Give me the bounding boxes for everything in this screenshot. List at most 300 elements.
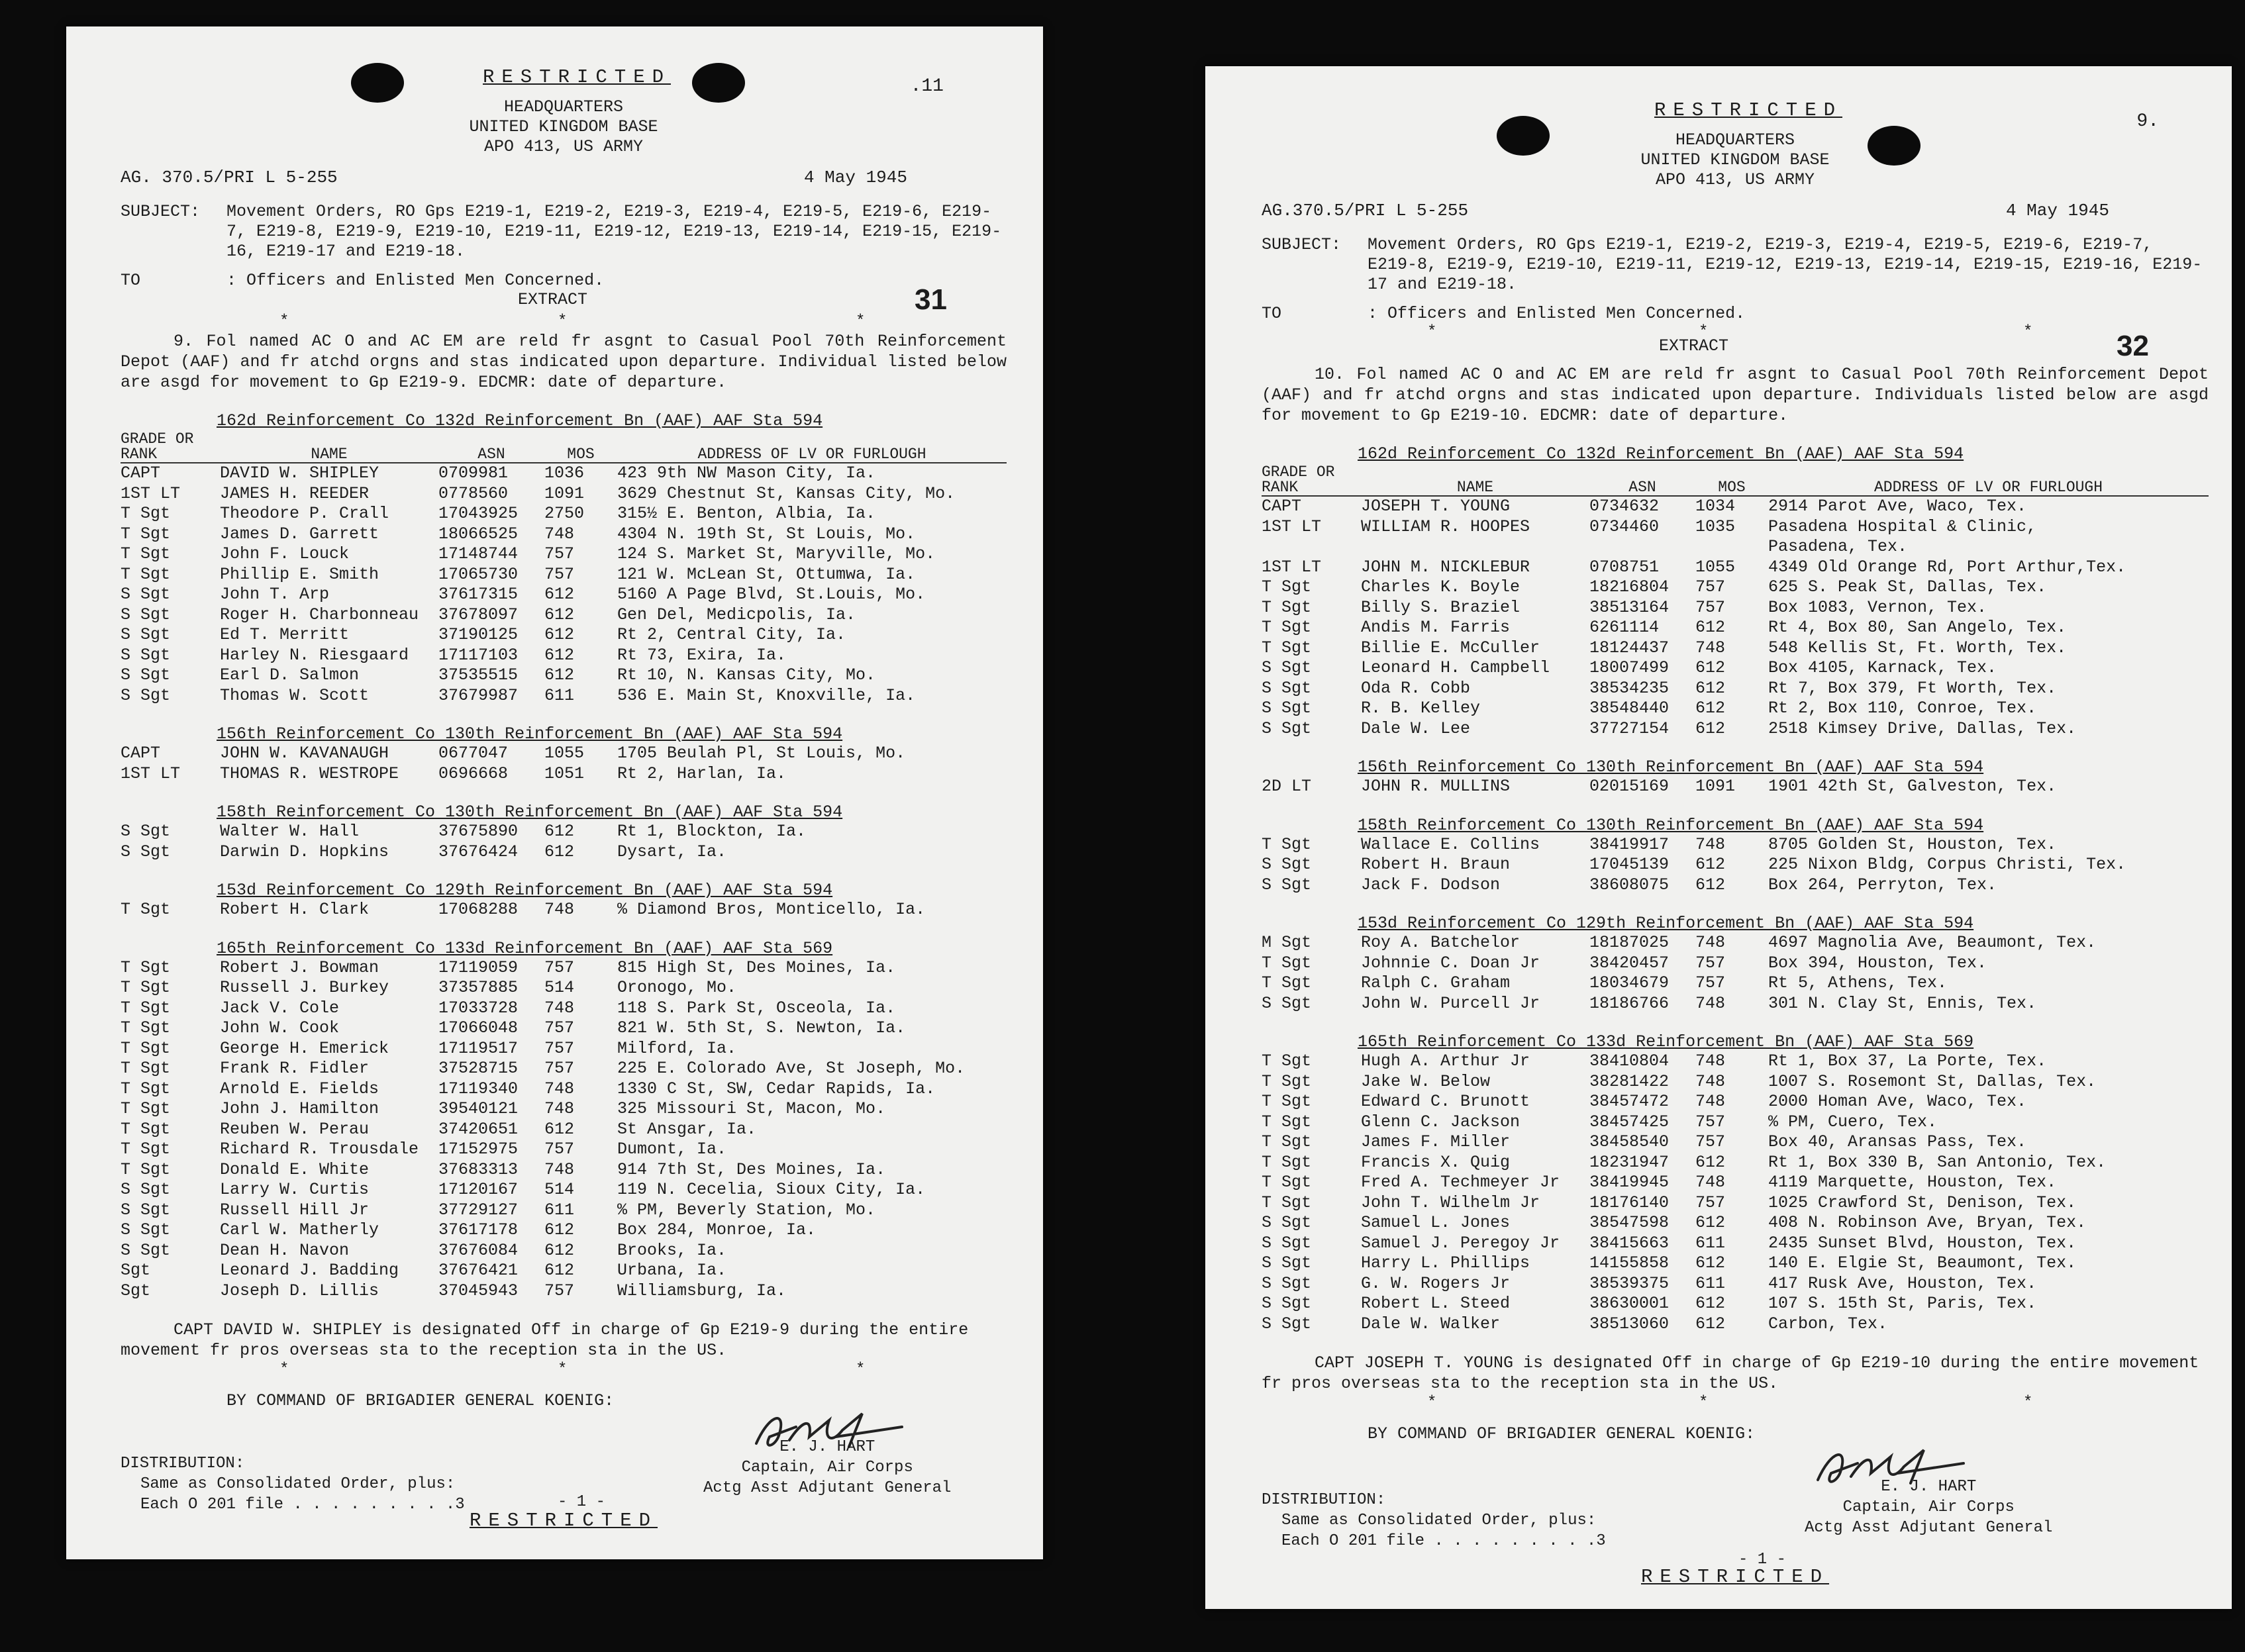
- mos-cell: 1091: [544, 483, 585, 503]
- extract-stars: [1262, 1394, 2209, 1412]
- grade-header: GRADE OR RANK: [1262, 465, 1361, 497]
- address-cell: 423 9th NW Mason City, Ia.: [617, 463, 876, 483]
- name-cell: Richard R. Trousdale: [220, 1140, 419, 1159]
- table-row: [1262, 835, 2209, 855]
- address-cell: Rt 2, Harlan, Ia.: [617, 763, 787, 783]
- order-paragraph: 9. Fol named AC O and AC EM are reld fr asgnt to Casual Pool 70th Reinforcement Depot (AAF) and fr atchd orgns and stas indicated upon departure. Individual listed below are asgd for movement to Gp E219-9. EDCMR: date of departure.: [121, 332, 1007, 392]
- address-cell: % PM, Cuero, Tex.: [1768, 1112, 1938, 1132]
- unit-section: [1262, 444, 2209, 739]
- asn-cell: 39540121: [438, 1099, 519, 1118]
- command-line: BY COMMAND OF BRIGADIER GENERAL KOENIG:: [226, 1391, 615, 1410]
- asn-cell: 38415663: [1589, 1233, 1670, 1253]
- signature-text: [703, 1437, 951, 1498]
- name-cell: Glenn C. Jackson: [1361, 1112, 1521, 1132]
- asn-cell: 37617315: [438, 585, 519, 604]
- table-row: [1262, 1051, 2209, 1072]
- name-cell: Arnold E. Fields: [220, 1079, 379, 1098]
- rank-cell: S Sgt: [121, 665, 171, 685]
- rank-cell: T Sgt: [1262, 597, 1312, 617]
- star-mark: *: [558, 1361, 568, 1379]
- extract-stars: [1262, 323, 2209, 341]
- address-cell: 3629 Chestnut St, Kansas City, Mo.: [617, 483, 956, 503]
- address-cell: 301 N. Clay St, Ennis, Tex.: [1768, 993, 2037, 1013]
- address-cell: 315½ E. Benton, Albia, Ia.: [617, 504, 876, 523]
- rank-cell: T Sgt: [121, 978, 171, 997]
- table-row: [1262, 497, 2209, 517]
- asn-cell: 38457425: [1589, 1112, 1670, 1132]
- table-row: [121, 625, 1007, 646]
- mos-cell: 748: [1695, 933, 1726, 952]
- table-row: [121, 1180, 1007, 1200]
- table-row: [1262, 558, 2209, 578]
- mos-cell: 612: [544, 625, 575, 644]
- asn-cell: 38457472: [1589, 1092, 1670, 1111]
- rank-cell: T Sgt: [1262, 1173, 1312, 1192]
- mos-cell: 748: [1695, 638, 1726, 657]
- name-cell: Robert H. Clark: [220, 900, 370, 919]
- table-row: [121, 1200, 1007, 1221]
- address-cell: Williamsburg, Ia.: [617, 1281, 787, 1300]
- mos-cell: 612: [1695, 875, 1726, 895]
- table-row: [1262, 1213, 2209, 1234]
- address-cell: Box 264, Perryton, Tex.: [1768, 875, 1997, 895]
- address-cell: Milford, Ia.: [617, 1038, 737, 1058]
- mos-cell: 748: [544, 998, 575, 1018]
- name-cell: Wallace E. Collins: [1361, 834, 1540, 854]
- table-row: [121, 1018, 1007, 1039]
- rank-cell: CAPT: [1262, 497, 1302, 516]
- name-cell: Phillip E. Smith: [220, 564, 379, 584]
- asn-cell: 37420651: [438, 1119, 519, 1139]
- table-row: [121, 544, 1007, 565]
- asn-cell: 37535515: [438, 665, 519, 685]
- address-cell: 4349 Old Orange Rd, Port Arthur,Tex.: [1768, 557, 2126, 577]
- table-row: [121, 1039, 1007, 1059]
- asn-cell: 18066525: [438, 524, 519, 544]
- asn-cell: 38630001: [1589, 1294, 1670, 1313]
- table-row: [121, 1079, 1007, 1100]
- name-cell: Joseph D. Lillis: [220, 1281, 379, 1300]
- mos-cell: 612: [1695, 1213, 1726, 1232]
- document-date: 4 May 1945: [803, 168, 907, 187]
- asn-cell: 38539375: [1589, 1273, 1670, 1293]
- rank-cell: T Sgt: [121, 1038, 171, 1058]
- table-row: [1262, 638, 2209, 659]
- mos-header: MOS: [1695, 480, 1768, 497]
- rank-cell: S Sgt: [1262, 1314, 1312, 1334]
- mos-cell: 612: [544, 645, 575, 665]
- address-cell: 118 S. Park St, Osceola, Ia.: [617, 998, 896, 1018]
- mos-cell: 612: [544, 1240, 575, 1260]
- name-cell: John W. Purcell Jr: [1361, 993, 1540, 1013]
- table-row: [121, 524, 1007, 545]
- restricted-footer: RESTRICTED: [1640, 1566, 1830, 1588]
- signature-line: Captain, Air Corps: [741, 1459, 913, 1477]
- name-cell: Robert L. Steed: [1361, 1294, 1511, 1313]
- name-cell: Harry L. Phillips: [1361, 1253, 1530, 1273]
- mos-cell: 757: [1695, 1112, 1726, 1132]
- table-row: [1262, 855, 2209, 875]
- extract-row: [121, 283, 1007, 316]
- address-cell: Pasadena, Tex.: [1768, 537, 1908, 556]
- signature-line: Actg Asst Adjutant General: [703, 1479, 952, 1497]
- rank-cell: T Sgt: [1262, 953, 1312, 973]
- mos-cell: 1036: [544, 463, 585, 483]
- rank-cell: S Sgt: [1262, 658, 1312, 677]
- name-cell: Frank R. Fidler: [220, 1059, 370, 1078]
- address-cell: 815 High St, Des Moines, Ia.: [617, 957, 896, 977]
- rank-cell: T Sgt: [121, 998, 171, 1018]
- asn-cell: 38281422: [1589, 1071, 1670, 1091]
- name-cell: Samuel L. Jones: [1361, 1213, 1511, 1232]
- name-cell: Jake W. Below: [1361, 1071, 1491, 1091]
- address-cell: Rt 1, Blockton, Ia.: [617, 822, 807, 841]
- name-header: NAME: [1361, 480, 1589, 497]
- mos-cell: 757: [1695, 597, 1726, 617]
- asn-cell: 6261114: [1589, 618, 1660, 637]
- unit-section: [1262, 914, 2209, 1014]
- rank-cell: T Sgt: [1262, 973, 1312, 993]
- table-row: [1262, 1173, 2209, 1193]
- asn-cell: 18176140: [1589, 1192, 1670, 1212]
- name-cell: Fred A. Techmeyer Jr: [1361, 1173, 1560, 1192]
- rank-cell: S Sgt: [1262, 718, 1312, 738]
- asn-cell: 37617178: [438, 1220, 519, 1239]
- star-mark: *: [1699, 323, 1709, 341]
- distribution-line: Same as Consolidated Order, plus:: [1281, 1512, 1597, 1530]
- name-cell: Edward C. Brunott: [1361, 1092, 1530, 1111]
- table-row: [1262, 577, 2209, 598]
- name-cell: John T. Wilhelm Jr: [1361, 1192, 1540, 1212]
- address-cell: Box 1083, Vernon, Tex.: [1768, 597, 1987, 617]
- asn-cell: 17045139: [1589, 855, 1670, 874]
- rank-cell: 2D LT: [1262, 777, 1312, 796]
- asn-cell: 38419917: [1589, 834, 1670, 854]
- mos-cell: 612: [544, 842, 575, 861]
- mos-cell: 612: [544, 665, 575, 685]
- headquarters-line: APO 413, US ARMY: [1655, 170, 1815, 189]
- address-cell: 8705 Golden St, Houston, Tex.: [1768, 834, 2057, 854]
- table-row: [121, 504, 1007, 524]
- table-row: [121, 484, 1007, 505]
- asn-cell: 17120167: [438, 1180, 519, 1199]
- table-row: [121, 900, 1007, 920]
- mos-cell: 757: [544, 1038, 575, 1058]
- table-row: [121, 1140, 1007, 1160]
- name-cell: WILLIAM R. HOOPES: [1361, 516, 1530, 536]
- file-reference: AG. 370.5/PRI L 5-255: [121, 168, 338, 187]
- address-cell: % PM, Beverly Station, Mo.: [617, 1200, 876, 1220]
- asn-cell: 0696668: [438, 763, 509, 783]
- name-cell: Leonard H. Campbell: [1361, 658, 1550, 677]
- mos-cell: 757: [544, 1281, 575, 1300]
- page-marker: - 1 -: [558, 1493, 606, 1511]
- rank-cell: T Sgt: [1262, 1071, 1312, 1091]
- name-cell: Samuel J. Peregoy Jr: [1361, 1233, 1560, 1253]
- to-label: TO: [121, 271, 141, 290]
- name-cell: Walter W. Hall: [220, 822, 360, 841]
- mos-cell: 748: [1695, 1173, 1726, 1192]
- subject-block: [1262, 235, 2209, 295]
- rank-cell: S Sgt: [1262, 855, 1312, 874]
- name-cell: Leonard J. Badding: [220, 1261, 399, 1280]
- address-cell: 625 S. Peak St, Dallas, Tex.: [1768, 577, 2047, 597]
- mos-cell: [1695, 537, 1768, 558]
- asn-cell: 37729127: [438, 1200, 519, 1220]
- distribution-block: [1262, 1490, 1606, 1551]
- asn-cell: 37678097: [438, 605, 519, 624]
- unit-title: 158th Reinforcement Co 130th Reinforcement Bn (AAF) AAF Sta 594: [1358, 815, 1984, 835]
- table-row: [121, 1160, 1007, 1181]
- address-cell: 124 S. Market St, Maryville, Mo.: [617, 544, 936, 563]
- asn-cell: 0778560: [438, 483, 509, 503]
- table-row: [121, 1220, 1007, 1241]
- unit-title: 162d Reinforcement Co 132d Reinforcement Bn (AAF) AAF Sta 594: [1358, 444, 1964, 463]
- name-cell: Hugh A. Arthur Jr: [1361, 1051, 1530, 1071]
- table-header: [1262, 465, 2209, 497]
- address-cell: 121 W. McLean St, Ottumwa, Ia.: [617, 564, 916, 584]
- table-row: [121, 686, 1007, 706]
- asn-cell: 18124437: [1589, 638, 1670, 657]
- command-line: BY COMMAND OF BRIGADIER GENERAL KOENIG:: [1368, 1424, 1756, 1443]
- rank-cell: S Sgt: [121, 645, 171, 665]
- name-cell: Billie E. McCuller: [1361, 638, 1540, 657]
- name-cell: Harley N. Riesgaard: [220, 645, 409, 665]
- rank-cell: M Sgt: [1262, 933, 1312, 952]
- to-line: [1262, 304, 2209, 323]
- headquarters-block: [121, 97, 1007, 157]
- name-cell: Oda R. Cobb: [1361, 678, 1471, 698]
- address-header: ADDRESS OF LV OR FURLOUGH: [617, 447, 1007, 463]
- name-cell: Charles K. Boyle: [1361, 577, 1521, 597]
- mos-cell: 748: [544, 1159, 575, 1179]
- table-row: [1262, 1294, 2209, 1314]
- asn-cell: 37357885: [438, 978, 519, 997]
- mos-cell: 612: [544, 585, 575, 604]
- document-number: 31: [915, 283, 947, 316]
- address-cell: 417 Rusk Ave, Houston, Tex.: [1768, 1273, 2037, 1293]
- star-mark: *: [1699, 1394, 1709, 1412]
- mos-cell: 612: [544, 605, 575, 624]
- mos-cell: 612: [544, 1119, 575, 1139]
- name-cell: Larry W. Curtis: [220, 1180, 370, 1199]
- rank-cell: T Sgt: [1262, 618, 1312, 637]
- asn-cell: 18186766: [1589, 993, 1670, 1013]
- table-row: [1262, 598, 2209, 618]
- asn-cell: 17119059: [438, 957, 519, 977]
- asn-cell: 38419945: [1589, 1173, 1670, 1192]
- table-row: [121, 646, 1007, 666]
- signature-line: E. J. HART: [779, 1438, 875, 1456]
- rank-cell: T Sgt: [121, 1119, 171, 1139]
- rank-cell: Sgt: [121, 1261, 151, 1280]
- asn-cell: 0708751: [1589, 557, 1660, 577]
- address-cell: Dumont, Ia.: [617, 1140, 727, 1159]
- name-cell: John J. Hamilton: [220, 1099, 379, 1118]
- rank-cell: [1262, 537, 1361, 558]
- table-row: [1262, 777, 2209, 797]
- table-row: [1262, 994, 2209, 1014]
- mos-cell: 757: [544, 1018, 575, 1038]
- mos-cell: 757: [544, 1140, 575, 1159]
- mos-cell: 748: [544, 1099, 575, 1118]
- star-mark: *: [279, 313, 289, 330]
- headquarters-block: [1262, 130, 2209, 190]
- mos-cell: 757: [1695, 973, 1726, 993]
- closing-paragraph: CAPT JOSEPH T. YOUNG is designated Off in charge of Gp E219-10 during the entire movement fr pros overseas sta to the reception sta in the US.: [1262, 1353, 2199, 1393]
- mos-cell: 1091: [1695, 777, 1736, 796]
- table-row: [1262, 1153, 2209, 1173]
- rank-cell: S Sgt: [121, 585, 171, 604]
- name-cell: Theodore P. Crall: [220, 504, 389, 523]
- name-cell: JOHN W. KAVANAUGH: [220, 744, 389, 763]
- address-cell: 2000 Homan Ave, Waco, Tex.: [1768, 1092, 2027, 1111]
- table-row: [121, 1281, 1007, 1302]
- address-cell: Rt 7, Box 379, Ft Worth, Tex.: [1768, 678, 2057, 698]
- page-number: 9.: [2136, 111, 2159, 132]
- subject-label: SUBJECT:: [1262, 235, 1342, 254]
- name-cell: JOHN M. NICKLEBUR: [1361, 557, 1530, 577]
- table-row: [121, 463, 1007, 484]
- address-cell: St Ansgar, Ia.: [617, 1119, 757, 1139]
- name-cell: Earl D. Salmon: [220, 665, 360, 685]
- mos-cell: 612: [1695, 1152, 1726, 1172]
- address-cell: 2435 Sunset Blvd, Houston, Tex.: [1768, 1233, 2077, 1253]
- table-row: [1262, 719, 2209, 740]
- address-cell: Box 4105, Karnack, Tex.: [1768, 658, 1997, 677]
- table-row: [1262, 1112, 2209, 1133]
- address-cell: 325 Missouri St, Macon, Mo.: [617, 1099, 886, 1118]
- mos-cell: 1055: [544, 744, 585, 763]
- name-cell: Billy S. Braziel: [1361, 597, 1521, 617]
- address-cell: Rt 5, Athens, Tex.: [1768, 973, 1948, 993]
- table-row: [1262, 1234, 2209, 1254]
- table-row: [1262, 1132, 2209, 1153]
- name-cell: Darwin D. Hopkins: [220, 842, 389, 861]
- signature-line: E. J. HART: [1881, 1478, 1977, 1496]
- extract-row: [1262, 330, 2209, 362]
- extract-stars: [121, 1361, 1007, 1379]
- unit-section: [121, 724, 1007, 784]
- grade-header: GRADE OR RANK: [121, 432, 220, 463]
- asn-header: ASN: [1589, 480, 1695, 497]
- mos-cell: 514: [544, 1180, 575, 1199]
- rank-cell: S Sgt: [121, 605, 171, 624]
- asn-cell: 37676421: [438, 1261, 519, 1280]
- asn-cell: 37528715: [438, 1059, 519, 1078]
- unit-section: [121, 881, 1007, 920]
- table-row: [1262, 618, 2209, 638]
- distribution-line: Each O 201 file . . . . . . . . .3: [140, 1496, 465, 1514]
- address-cell: Gen Del, Medicpolis, Ia.: [617, 605, 856, 624]
- mos-cell: 611: [544, 685, 575, 705]
- asn-cell: 17117103: [438, 645, 519, 665]
- signature-block: [1262, 1450, 2209, 1588]
- name-cell: John T. Arp: [220, 585, 330, 604]
- mos-cell: 612: [544, 822, 575, 841]
- table-row: [121, 998, 1007, 1019]
- rank-cell: 1ST LT: [121, 483, 181, 503]
- mos-cell: 612: [1695, 699, 1726, 718]
- rank-cell: T Sgt: [121, 900, 171, 919]
- distribution-line: Each O 201 file . . . . . . . . .3: [1281, 1532, 1606, 1550]
- mos-cell: 757: [1695, 1192, 1726, 1212]
- restricted-header: RESTRICTED: [1654, 99, 1843, 121]
- mos-cell: 748: [544, 900, 575, 919]
- page-number: .11: [910, 76, 944, 97]
- name-cell: THOMAS R. WESTROPE: [220, 763, 399, 783]
- asn-cell: 38534235: [1589, 678, 1670, 698]
- document-date: 4 May 1945: [2005, 201, 2109, 220]
- address-cell: 2914 Parot Ave, Waco, Tex.: [1768, 497, 2027, 516]
- address-cell: Rt 4, Box 80, San Angelo, Tex.: [1768, 618, 2067, 637]
- address-cell: Box 394, Houston, Tex.: [1768, 953, 1987, 973]
- table-row: [1262, 1092, 2209, 1112]
- table-row: [1262, 1253, 2209, 1274]
- to-line: [121, 271, 1007, 290]
- address-cell: Dysart, Ia.: [617, 842, 727, 861]
- unit-title: 165th Reinforcement Co 133d Reinforcement Bn (AAF) AAF Sta 569: [1358, 1032, 1974, 1051]
- to-text: : Officers and Enlisted Men Concerned.: [226, 271, 605, 290]
- address-cell: 140 E. Elgie St, Beaumont, Tex.: [1768, 1253, 2077, 1273]
- asn-cell: 0734460: [1589, 516, 1660, 536]
- address-header: ADDRESS OF LV OR FURLOUGH: [1768, 480, 2209, 497]
- address-cell: 1025 Crawford St, Denison, Tex.: [1768, 1192, 2077, 1212]
- address-cell: 548 Kellis St, Ft. Worth, Tex.: [1768, 638, 2067, 657]
- mos-cell: 612: [1695, 678, 1726, 698]
- mos-cell: 611: [1695, 1273, 1726, 1293]
- asn-cell: 17119517: [438, 1038, 519, 1058]
- address-cell: 536 E. Main St, Knoxville, Ia.: [617, 685, 916, 705]
- name-cell: Russell J. Burkey: [220, 978, 389, 997]
- table-row: [121, 585, 1007, 605]
- rank-cell: S Sgt: [121, 625, 171, 644]
- unit-section: [121, 939, 1007, 1302]
- rank-cell: T Sgt: [121, 544, 171, 563]
- punch-hole: [1497, 116, 1550, 156]
- unit-title: 156th Reinforcement Co 130th Reinforcement Bn (AAF) AAF Sta 594: [217, 724, 843, 744]
- address-cell: Box 284, Monroe, Ia.: [617, 1220, 817, 1239]
- mos-cell: 757: [1695, 953, 1726, 973]
- name-cell: Ralph C. Graham: [1361, 973, 1511, 993]
- rank-cell: T Sgt: [121, 1079, 171, 1098]
- rank-cell: S Sgt: [1262, 875, 1312, 895]
- table-row: [1262, 517, 2209, 538]
- asn-cell: 37045943: [438, 1281, 519, 1300]
- headquarters-line: HEADQUARTERS: [1675, 130, 1795, 150]
- asn-cell: 17068288: [438, 900, 519, 919]
- mos-cell: 1035: [1695, 516, 1736, 536]
- name-cell: Ed T. Merritt: [220, 625, 350, 644]
- mos-cell: 611: [1695, 1233, 1726, 1253]
- address-cell: Rt 10, N. Kansas City, Mo.: [617, 665, 876, 685]
- name-cell: [1361, 537, 1589, 558]
- address-cell: 821 W. 5th St, S. Newton, Ia.: [617, 1018, 906, 1038]
- rank-cell: S Sgt: [121, 1240, 171, 1260]
- rank-cell: T Sgt: [121, 1159, 171, 1179]
- rank-cell: S Sgt: [1262, 993, 1312, 1013]
- mos-cell: 612: [1695, 618, 1726, 637]
- asn-cell: 17148744: [438, 544, 519, 563]
- asn-cell: 0734632: [1589, 497, 1660, 516]
- restricted-header: RESTRICTED: [482, 66, 672, 88]
- rank-cell: S Sgt: [1262, 1273, 1312, 1293]
- rank-cell: T Sgt: [1262, 834, 1312, 854]
- table-row: [1262, 699, 2209, 719]
- subject-text: Movement Orders, RO Gps E219-1, E219-2, E219-3, E219-4, E219-5, E219-6, E219-7, E219-8, E219-9, E219-10, E219-11, E219-12, E219-13, E219-14, E219-15, E219-16, E219-17 and E219-18.: [226, 202, 1002, 261]
- unit-section: [121, 802, 1007, 862]
- unit-title: 156th Reinforcement Co 130th Reinforcement Bn (AAF) AAF Sta 594: [1358, 757, 1984, 777]
